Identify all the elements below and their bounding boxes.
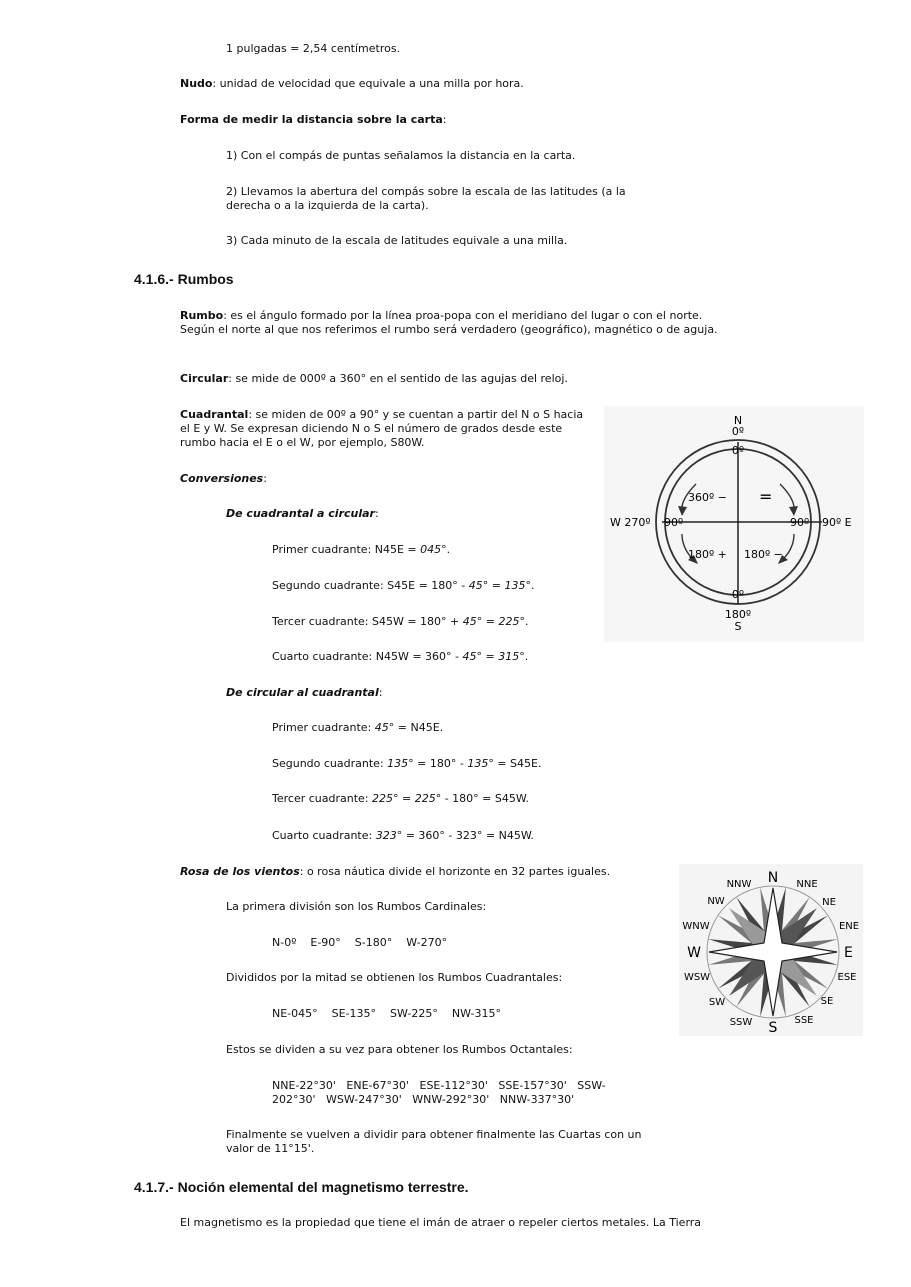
c2c-2-text: Segundo cuadrante: S45E = 180° -	[272, 579, 469, 592]
c2c-heading	[226, 507, 379, 521]
label-bottom-1: 0º	[731, 588, 745, 601]
c2c-line-4	[272, 650, 528, 664]
c2q-heading	[226, 686, 382, 700]
label-quadrant-nw: 360º −	[688, 491, 727, 504]
c2c-3-result: 45° = 225°	[462, 615, 525, 628]
label-quadrant-ne: =	[759, 487, 773, 506]
c2q-4-end: = 360° - 323° = N45W.	[402, 829, 534, 842]
nudo-term: Nudo	[180, 77, 213, 90]
circular-definition: : se mide de 000º a 360° en el sentido de las agujas del reloj.	[228, 372, 568, 385]
circular-paragraph	[180, 372, 568, 386]
c2c-1-end: .	[446, 543, 451, 556]
rose-point-ne: NE	[822, 897, 836, 908]
rose-point-wnw: WNW	[682, 921, 710, 932]
rose-point-ese: ESE	[837, 972, 857, 983]
c2q-2-value-b: 135°	[467, 757, 494, 770]
circular-term: Circular	[180, 372, 229, 385]
step-2: 2) Llevamos la abertura del compás sobre la escala de las latitudes (a la derecha o a la izquierda de la carta).	[226, 185, 626, 212]
wind-rose	[679, 864, 863, 1036]
c2c-4-result: 45° = 315°	[462, 650, 525, 663]
rose-point-se: SE	[820, 996, 834, 1007]
step-3: 3) Cada minuto de la escala de latitudes equivale a una milla.	[226, 234, 568, 247]
c2q-4-value: 323°	[375, 829, 403, 842]
label-quadrant-sw: 180º +	[688, 548, 727, 561]
c2q-2-value: 135°	[387, 757, 414, 770]
c2q-2-text: Segundo cuadrante:	[272, 757, 388, 770]
c2c-line-3	[272, 615, 528, 629]
c2q-4-text: Cuarto cuadrante:	[272, 829, 376, 842]
c2c-line-2	[272, 579, 534, 593]
cardinales-intro: La primera división son los Rumbos Cardinales:	[226, 900, 487, 913]
rose-cardinal-n: N	[767, 870, 779, 886]
rose-point-wsw: WSW	[683, 972, 711, 983]
c2q-line-3	[272, 792, 529, 806]
rose-point-sw: SW	[708, 997, 726, 1008]
label-quadrant-se: 180º −	[744, 548, 783, 561]
cuadrantal-definition: : se miden de 00º a 90° y se cuentan a partir del N o S hacia el E y W. Se expresan diciendo N o S el número de grados desde este rumbo hacia el E o el W, por ejemplo, S80W.	[180, 408, 584, 449]
label-left-inner: 90º	[664, 516, 684, 529]
c2q-2-end: = S45E.	[493, 757, 542, 770]
c2c-4-end: .	[524, 650, 529, 663]
rose-point-ene: ENE	[838, 921, 860, 932]
rose-point-nw: NW	[707, 896, 725, 907]
label-top-1: N	[733, 414, 743, 427]
section-heading-magnetismo: 4.1.7.- Noción elemental del magnetismo terrestre.	[134, 1179, 469, 1195]
label-right-inner: 90º	[790, 516, 810, 529]
rosa-term: Rosa de los vientos	[180, 865, 300, 878]
c2q-line-4	[272, 829, 534, 843]
c2c-line-1	[272, 543, 450, 557]
rumbo-paragraph	[180, 309, 732, 337]
c2c-2-result: 45° = 135°	[468, 579, 531, 592]
conversiones-colon: :	[263, 472, 267, 485]
c2q-1-end: = N45E.	[394, 721, 444, 734]
c2c-4-text: Cuarto cuadrante: N45W = 360° -	[272, 650, 463, 663]
octantales-intro: Estos se dividen a su vez para obtener los Rumbos Octantales:	[226, 1043, 573, 1056]
rumbo-definition: : es el ángulo formado por la línea proa-popa con el meridiano del lugar o con el norte. Según el norte al que nos referimos el rumbo será verdadero (geográfico), magnético o de aguja.	[180, 309, 718, 336]
c2q-3-text: Tercer cuadrante:	[272, 792, 372, 805]
cuadrantal-term: Cuadrantal	[180, 408, 249, 421]
label-left: W 270º	[610, 516, 651, 529]
rose-cardinal-e: E	[844, 945, 853, 961]
c2q-1-text: Primer cuadrante:	[272, 721, 375, 734]
rose-cardinal-s: S	[768, 1020, 778, 1036]
conversiones-title: Conversiones	[180, 472, 264, 485]
rosa-paragraph	[180, 865, 610, 879]
c2q-2-mid: = 180° -	[413, 757, 468, 770]
c2q-title: De circular al cuadrantal	[226, 686, 379, 699]
nudo-definition: : unidad de velocidad que equivale a una milla por hora.	[212, 77, 524, 90]
pulgadas-line: 1 pulgadas = 2,54 centímetros.	[226, 42, 401, 55]
cuadrantales-intro: Divididos por la mitad se obtienen los Rumbos Cuadrantales:	[226, 971, 563, 984]
c2q-line-1	[272, 721, 443, 735]
forma-title: Forma de medir la distancia sobre la carta	[180, 113, 443, 126]
rose-point-sse: SSE	[794, 1015, 814, 1026]
rumbo-term: Rumbo	[180, 309, 224, 322]
cardinales-values: N-0º E-90° S-180° W-270°	[272, 936, 448, 949]
c2c-3-end: .	[524, 615, 529, 628]
c2q-1-value: 45°	[374, 721, 395, 734]
rose-point-nne: NNE	[796, 879, 818, 890]
c2c-2-end: .	[530, 579, 535, 592]
c2q-3-value: 225° = 225°	[372, 792, 442, 805]
label-top-3: 0º	[731, 444, 745, 457]
section-heading-rumbos: 4.1.6.- Rumbos	[134, 271, 234, 287]
conversiones-heading	[180, 472, 267, 486]
label-right: 90º E	[822, 516, 852, 529]
c2c-colon: :	[374, 507, 379, 520]
c2c-1-text: Primer cuadrante: N45E =	[272, 543, 421, 556]
c2c-1-result: 045°	[420, 543, 447, 556]
c2q-3-end: - 180° = S45W.	[441, 792, 529, 805]
cuadrantales-values: NE-045° SE-135° SW-225° NW-315°	[272, 1007, 502, 1020]
compass-diagram	[604, 406, 864, 642]
rose-cardinal-w: W	[687, 945, 701, 961]
c2c-3-text: Tercer cuadrante: S45W = 180° +	[272, 615, 463, 628]
c2q-line-2	[272, 757, 541, 771]
nudo-paragraph	[180, 77, 524, 91]
forma-heading	[180, 113, 447, 127]
cuadrantal-paragraph	[180, 408, 595, 450]
label-bottom-3: S	[734, 620, 742, 633]
forma-colon: :	[442, 113, 447, 126]
c2q-colon: :	[378, 686, 383, 699]
rose-point-ssw: SSW	[729, 1017, 753, 1028]
magnetismo-paragraph: El magnetismo es la propiedad que tiene el imán de atraer o repeler ciertos metales. La Tierra	[180, 1216, 702, 1229]
octantales-values: NNE-22°30' ENE-67°30' ESE-112°30' SSE-157°30' SSW-202°30' WSW-247°30' WNW-292°30' NNW-337°30'	[272, 1079, 606, 1106]
step-1: 1) Con el compás de puntas señalamos la distancia en la carta.	[226, 149, 576, 162]
c2c-title: De cuadrantal a circular	[226, 507, 375, 520]
label-top-2: 0º	[731, 425, 745, 438]
rosa-definition: : o rosa náutica divide el horizonte en 32 partes iguales.	[299, 865, 611, 878]
label-bottom-2: 180º	[724, 608, 752, 621]
cuartas-paragraph: Finalmente se vuelven a dividir para obtener finalmente las Cuartas con un valor de 11°15'.	[226, 1128, 642, 1155]
rose-point-nnw: NNW	[726, 879, 752, 890]
